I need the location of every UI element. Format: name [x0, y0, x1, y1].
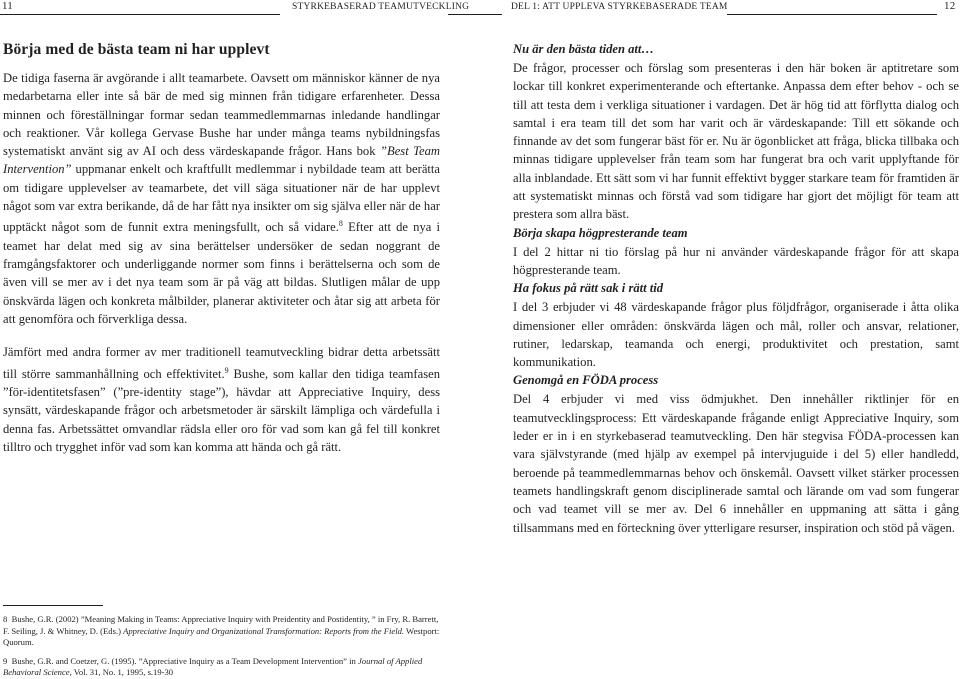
- left-paragraph-1: [3, 69, 440, 328]
- left-page-body: [3, 40, 440, 456]
- footnote-number: 8: [3, 614, 8, 624]
- paragraph-text: uppmanar enkelt och kraftfullt medlemmar i nybildade team att berätta om tidigare upplevelser av teamarbete, det vill säga situationer när de har upplevt något som var extra berikande, då de har fått nya insikter om sig själva eller när de har upptäckt något som de funnit extra meningsfullt, och så vidare.: [3, 162, 440, 235]
- book-title: ”Best Team Intervention”: [3, 144, 440, 177]
- footnotes: [3, 614, 443, 679]
- right-running-title: DEL 1: ATT UPPLEVA STYRKEBASERADE TEAM: [511, 2, 728, 12]
- footnote-rule: [3, 605, 103, 606]
- footnote-9: [3, 656, 443, 679]
- paragraph-text: Jämfört med andra former av mer traditionell teamutveckling bidrar detta arbetssätt till större sammanhållning och effektivitet.: [3, 345, 440, 381]
- section-heading-nu-ar-den-basta-tiden: Nu är den bästa tiden att…: [513, 42, 654, 56]
- footnote-reference: 8: [338, 219, 343, 229]
- left-page-number: 11: [2, 0, 13, 12]
- header-rule-middle: [448, 14, 502, 15]
- section-text-4: Del 4 erbjuder vi med viss ödmjukhet. Den innehåller riktlinjer för en teamutvecklingsprocess: Ett värdeskapande frågande enligt Appreciative Inquiry, som leder er in i en styrkebaserad teamutveckling. Den här stegvisa FÖDA-processen kan vara självstyrande (med hjälp av exempel på intervjuguide i del 5) eller handledd, beroende på teammedlemmarnas behov och önskemål. Oavsett vilket stärker processen teamets handlingskraft genom disciplinerade samtal och lärande om vad som fungerar och vad teamet vill se mer av. Del 6 innehåller en uppmaning att sätta i gång tillsammans med en förteckning över ytterligare resurser, inspiration och stöd på vägen.: [513, 392, 959, 535]
- section-text-3: I del 3 erbjuder vi 48 värdeskapande frågor plus följdfrågor, organiserade i åtta olika dimensioner eller områden: önskvärda lägen och mål, roller och ansvar, relationer, rutiner, ledarskap, teamanda och energi, produktivitet och prestation, samt kommunikation.: [513, 300, 959, 370]
- footnote-italic: Appreciative Inquiry and Organizational Transformation: Reports from the Field.: [123, 625, 405, 636]
- footnote-text: , Vol. 31, No. 1, 1995, s.19-30: [69, 667, 174, 677]
- right-page-body: [513, 40, 959, 537]
- footnote-reference: 9: [224, 365, 229, 375]
- right-page-number: 12: [944, 0, 956, 12]
- left-running-title: STYRKEBASERAD TEAMUTVECKLING: [292, 2, 470, 12]
- footnote-italic: Journal of Applied Behavioral Science: [3, 655, 423, 677]
- left-page-heading: Börja med de bästa team ni har upplevt: [3, 41, 270, 58]
- paragraph-text: Bushe, som kallar den tidiga teamfasen ”för-identitetsfasen” (”pre-identity stage”), hävdar att Appreciative Inquiry, dess synsätt, värdeskapande frågor och arbetsmetoder är särskilt lämpliga och värdefulla i denna fas. Arbetssättet omvandlar rädsla eller oro för vad som kan gå fel till konkret tilltro och trygghet inför vad som kan komma att hända och gå rätt.: [3, 366, 440, 455]
- footnote-text: Bushe, G.R. and Coetzer, G. (1995). ”Appreciative Inquiry as a Team Development Intervention” in: [11, 655, 358, 666]
- paragraph-text: De tidiga faserna är avgörande i allt teamarbete. Oavsett om människor känner de nya medarbetarna eller inte så bär de med sig minnen från tidigare erfarenheter. Dessa minnen och föreställningar formar sedan teammedlemmarnas inledande handlingar och reaktioner. Vår kollega Gervase Bushe har under många teams nybildningsfas systematiskt använt sig av AI och dess värdeskapande frågor. Hans bok: [3, 71, 440, 159]
- left-paragraph-2: [3, 343, 440, 456]
- section-text-2: I del 2 hittar ni tio förslag på hur ni använder värdeskapande frågor för att skapa högpresterande team.: [513, 244, 959, 277]
- section-heading-ha-fokus: Ha fokus på rätt sak i rätt tid: [513, 281, 664, 296]
- footnote-text: Westport: Quorum.: [3, 625, 440, 647]
- paragraph-text: Efter att de nya i teamet har delat med sig av sina berättelser undersöker de sedan noggrant de framgångsfaktorer och underliggande normer som finns i berättelserna och som de även vill se mer av i det nya team som är på väg att bildas. Slutligen målar de upp önskvärda lägen och konkreta målbilder, planerar aktiviteter och åtar sig att arbeta för att genomföra och förverkliga dessa.: [3, 220, 440, 327]
- footnote-number: 9: [3, 655, 8, 666]
- header-rule-right: [727, 14, 937, 15]
- footnote-8: [3, 614, 443, 649]
- section-heading-borja-skapa: Börja skapa högpresterande team: [513, 225, 688, 240]
- section-text-1: De frågor, processer och förslag som presenteras i den här boken är aptitretare som lockar till konkret experimenterande och eftertanke. Anpassa dem efter behov - och se till att testa dem i verkliga situationer i vardagen. Det är hög tid att förflytta dialog och samtal i era team till det som har varit och är värdeskapande: Till ett sökande och finnande av det som fungerar bäst för er. Nu är ögonblicket att fråga, blicka tillbaka och minnas tidigare upplevelser från team som har fungerat bra och varit upplyftande för alla inblandade. Ett sätt som vi har funnit effektivt bygger starkare team för framtiden är att systematiskt minnas och förstå vad som tidigare har gjort det möjligt för team att prestera som allra bäst.: [513, 61, 959, 222]
- footnote-text: Bushe, G.R. (2002) ”Meaning Making in Teams: Appreciative Inquiry with Preidentity and Postidentity, ” in Fry, R. Barrett, F. Seiling, J. & Whitney, D. (Eds.): [3, 614, 439, 636]
- section-heading-genomga-foda: Genomgå en FÖDA process: [513, 373, 659, 388]
- header-rule-left: [0, 14, 280, 15]
